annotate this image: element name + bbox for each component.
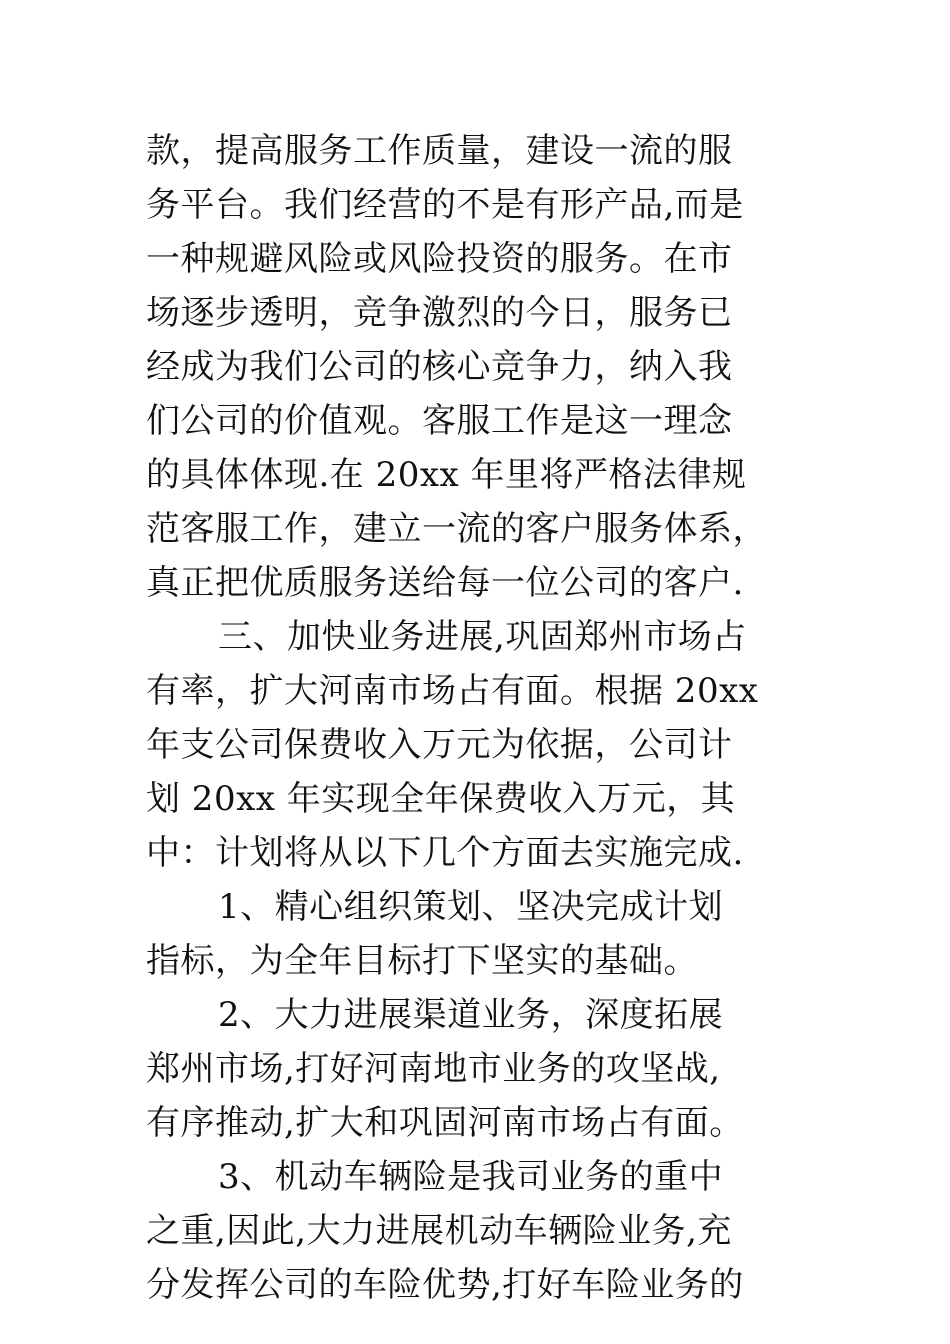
text-line: 指标，为全年目标打下坚实的基础。 [146,941,698,981]
text-line: 有序推动,扩大和巩固河南市场占有面。 [146,1103,744,1143]
body-text [146,124,826,1312]
text-line: 一种规避风险或风险投资的服务。在市 [146,239,733,279]
text-line: 经成为我们公司的核心竞争力，纳入我 [146,347,733,387]
text-line: 郑州市场,打好河南地市业务的攻坚战, [146,1049,721,1089]
text-line: 的具体体现.在 20xx 年里将严格法律规 [146,455,747,495]
text-line: 分发挥公司的车险优势,打好车险业务的 [146,1265,744,1305]
text-line: 年支公司保费收入万元为依据，公司计 [146,725,733,765]
text-line: 场逐步透明，竞争激烈的今日，服务已 [146,293,733,333]
paragraph-start-line: 三、加快业务进展,巩固郑州市场占 [218,617,747,657]
paragraph-start-line: 2、大力进展渠道业务，深度拓展 [218,995,724,1035]
text-line: 之重,因此,大力进展机动车辆险业务,充 [146,1211,732,1251]
text-line: 务平台。我们经营的不是有形产品,而是 [146,185,744,225]
paragraph-start-line: 3、机动车辆险是我司业务的重中 [218,1157,724,1197]
text-line: 真正把优质服务送给每一位公司的客户. [146,563,744,603]
text-line: 们公司的价值观。客服工作是这一理念 [146,401,733,441]
text-line: 范客服工作，建立一流的客户服务体系， [146,509,767,549]
paragraph-start-line: 1、精心组织策划、坚决完成计划 [218,887,724,927]
text-line: 有率，扩大河南市场占有面。根据 20xx [146,671,759,711]
text-line: 划 20xx 年实现全年保费收入万元，其 [146,779,736,819]
text-line: 中：计划将从以下几个方面去实施完成. [146,833,744,873]
text-line: 款，提高服务工作质量，建设一流的服 [146,131,733,171]
